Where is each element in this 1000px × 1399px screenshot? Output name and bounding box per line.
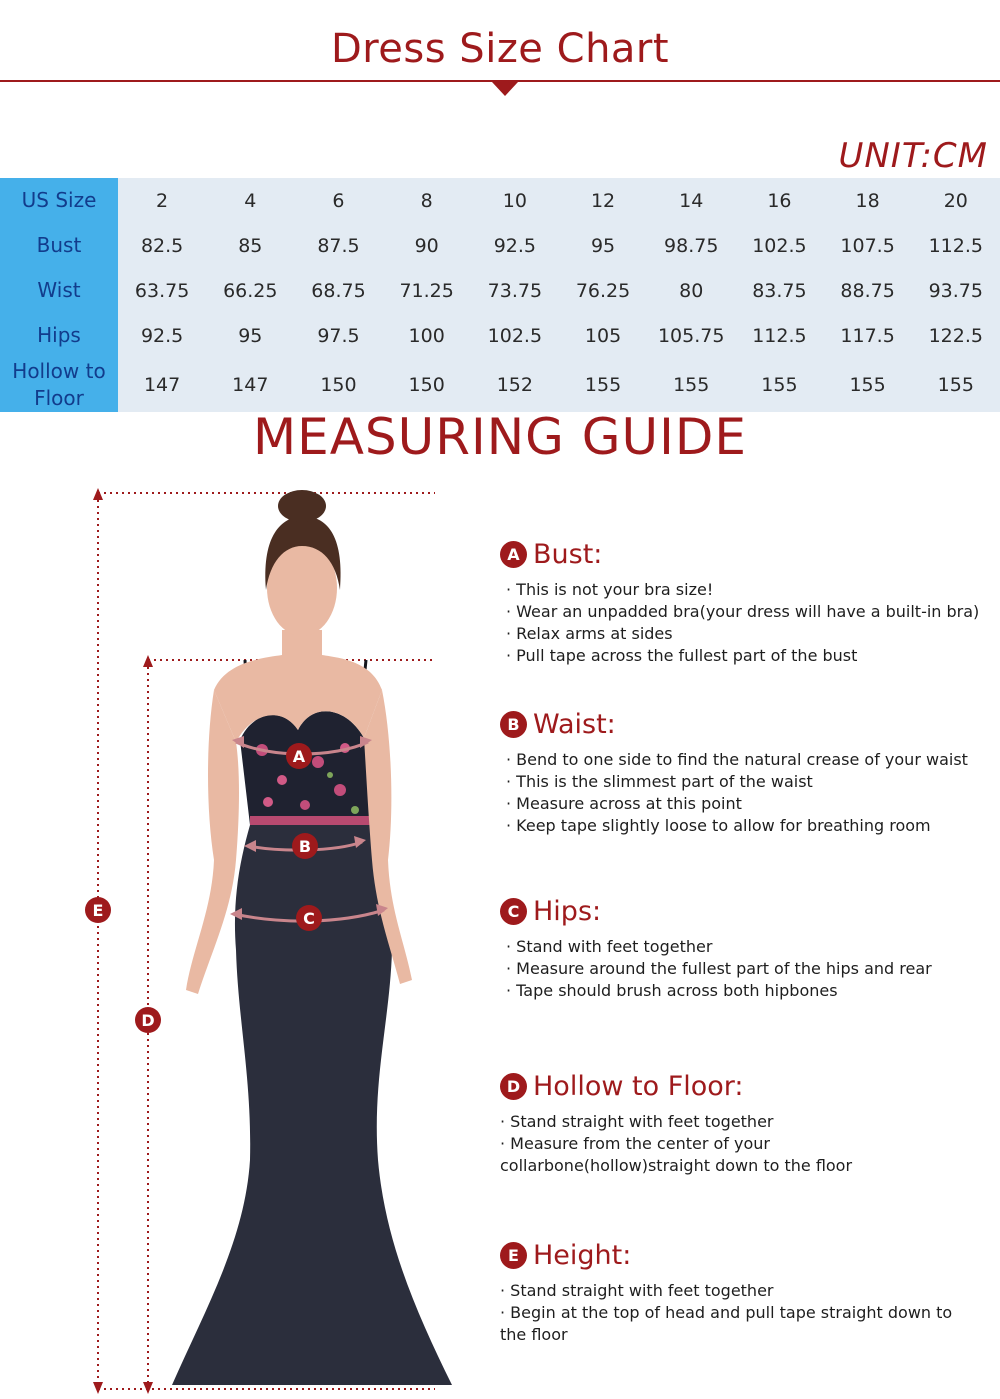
table-cell: 100	[408, 324, 445, 347]
table-cell: 97.5	[317, 324, 360, 347]
list-item: · Tape should brush across both hipbones	[506, 980, 980, 1002]
row-header: US Size	[0, 178, 118, 223]
unit-label: UNIT:CM	[838, 136, 988, 176]
height-arrow-top	[93, 488, 103, 500]
table-cell: 10	[502, 189, 527, 212]
hollow-arrow-top	[143, 655, 153, 667]
letter-c-icon: C	[500, 898, 527, 925]
section-title: Hollow to Floor:	[533, 1070, 744, 1102]
section-title: Bust:	[533, 538, 603, 570]
list-item: · Bend to one side to find the natural crease of your waist	[506, 749, 980, 771]
table-row-bust	[0, 223, 1000, 268]
list-item: · This is the slimmest part of the waist	[506, 771, 980, 793]
figure-marker-d: D	[141, 1011, 155, 1030]
table-cell: 152	[496, 374, 533, 396]
table-cell: 102.5	[752, 234, 807, 257]
list-item: · Measure from the center of your collarbone(hollow)straight down to the floor	[500, 1133, 980, 1177]
list-item: · Stand straight with feet together	[500, 1280, 980, 1302]
row-header: Bust	[0, 223, 118, 268]
table-cell: 16	[767, 189, 792, 212]
figure-marker-c: C	[303, 909, 315, 928]
table-cell: 155	[584, 374, 622, 396]
guide-section-height	[500, 1238, 980, 1346]
table-cell: 82.5	[140, 234, 184, 257]
guide-section-bust	[500, 537, 980, 667]
table-row-hips	[0, 313, 1000, 358]
table-cell: 155	[937, 374, 974, 396]
list-item: · Begin at the top of head and pull tape straight down to the floor	[500, 1302, 980, 1346]
table-cell: 117.5	[840, 324, 895, 347]
table-cell: 92.5	[140, 324, 184, 347]
table-cell: 63.75	[134, 279, 190, 302]
hollow-arrow-bottom	[143, 1382, 153, 1394]
table-cell: 85	[238, 234, 263, 257]
table-cell: 88.75	[840, 279, 895, 302]
table-cell: 95	[590, 234, 616, 257]
shoulders-skin	[214, 630, 382, 742]
table-cell: 98.75	[664, 234, 719, 257]
figure-marker-b: B	[298, 837, 312, 856]
table-cell: 66.25	[223, 279, 278, 302]
letter-b-icon: B	[500, 711, 527, 738]
table-cell: 105	[584, 324, 622, 347]
list-item: · Keep tape slightly loose to allow for breathing room	[506, 815, 980, 837]
table-cell: 102.5	[487, 324, 543, 347]
row-header: Hips	[0, 313, 118, 358]
list-item: · Stand straight with feet together	[500, 1111, 980, 1133]
row-header: Hollow to Floor	[0, 358, 118, 412]
measuring-guide-title: MEASURING GUIDE	[253, 408, 747, 466]
marker-b-icon	[292, 833, 318, 859]
guide-section-hollow-to-floor	[500, 1069, 980, 1177]
list-item: · Measure across at this point	[506, 793, 980, 815]
section-title: Height:	[533, 1239, 632, 1271]
table-row-waist	[0, 268, 1000, 313]
table-cell: 14	[679, 189, 704, 212]
section-title: Hips:	[533, 895, 602, 927]
table-cell: 105.75	[657, 324, 725, 347]
letter-a-icon: A	[500, 541, 527, 568]
table-row-us-size	[0, 178, 1000, 223]
size-chart-table	[0, 178, 1000, 412]
marker-a-icon	[286, 743, 312, 769]
table-cell: 107.5	[840, 234, 895, 257]
measuring-figure	[0, 480, 470, 1399]
page-title: Dress Size Chart	[330, 26, 670, 72]
table-cell: 83.75	[752, 279, 807, 302]
section-title: Waist:	[533, 708, 616, 740]
guide-section-waist	[500, 707, 980, 837]
table-cell: 2	[156, 189, 169, 212]
table-cell: 71.25	[399, 279, 454, 302]
list-item: · Relax arms at sides	[506, 623, 980, 645]
table-cell: 80	[679, 279, 704, 302]
table-cell: 76.25	[575, 279, 631, 302]
table-cell: 155	[761, 374, 798, 396]
table-cell: 112.5	[928, 234, 983, 257]
table-cell: 155	[673, 374, 710, 396]
height-arrow-bottom	[93, 1382, 103, 1394]
table-cell: 147	[232, 374, 269, 396]
table-cell: 12	[590, 189, 616, 212]
table-cell: 155	[849, 374, 886, 396]
guide-section-hips	[500, 894, 980, 1002]
table-cell: 93.75	[928, 279, 983, 302]
list-item: · Stand with feet together	[506, 936, 980, 958]
marker-d-icon	[135, 1007, 161, 1033]
figure-marker-a: A	[292, 747, 306, 766]
table-cell: 73.75	[487, 279, 543, 302]
table-cell: 8	[420, 189, 433, 212]
table-cell: 4	[244, 189, 257, 212]
list-item: · Measure around the fullest part of the hips and rear	[506, 958, 980, 980]
waist-band	[250, 816, 372, 825]
list-item: · This is not your bra size!	[506, 579, 980, 601]
left-arm-skin	[186, 690, 239, 994]
table-cell: 87.5	[317, 234, 360, 257]
table-row-hollow-to-floor	[0, 358, 1000, 412]
list-item: · Pull tape across the fullest part of the bust	[506, 645, 980, 667]
table-cell: 95	[238, 324, 263, 347]
table-cell: 68.75	[311, 279, 366, 302]
table-cell: 150	[408, 374, 445, 396]
marker-c-icon	[296, 905, 322, 931]
table-cell: 112.5	[752, 324, 807, 347]
table-cell: 147	[143, 374, 181, 396]
table-cell: 122.5	[928, 324, 983, 347]
marker-e-icon	[85, 897, 111, 923]
table-cell: 20	[943, 189, 968, 212]
table-cell: 18	[855, 189, 880, 212]
letter-e-icon: E	[500, 1242, 527, 1269]
figure-marker-e: E	[92, 901, 104, 920]
table-cell: 92.5	[493, 234, 536, 257]
table-cell: 6	[332, 189, 345, 212]
list-item: · Wear an unpadded bra(your dress will have a built-in bra)	[506, 601, 980, 623]
table-cell: 90	[414, 234, 439, 257]
table-cell: 150	[320, 374, 357, 396]
letter-d-icon: D	[500, 1073, 527, 1100]
title-divider-notch	[492, 82, 518, 96]
row-header: Wist	[0, 268, 118, 313]
